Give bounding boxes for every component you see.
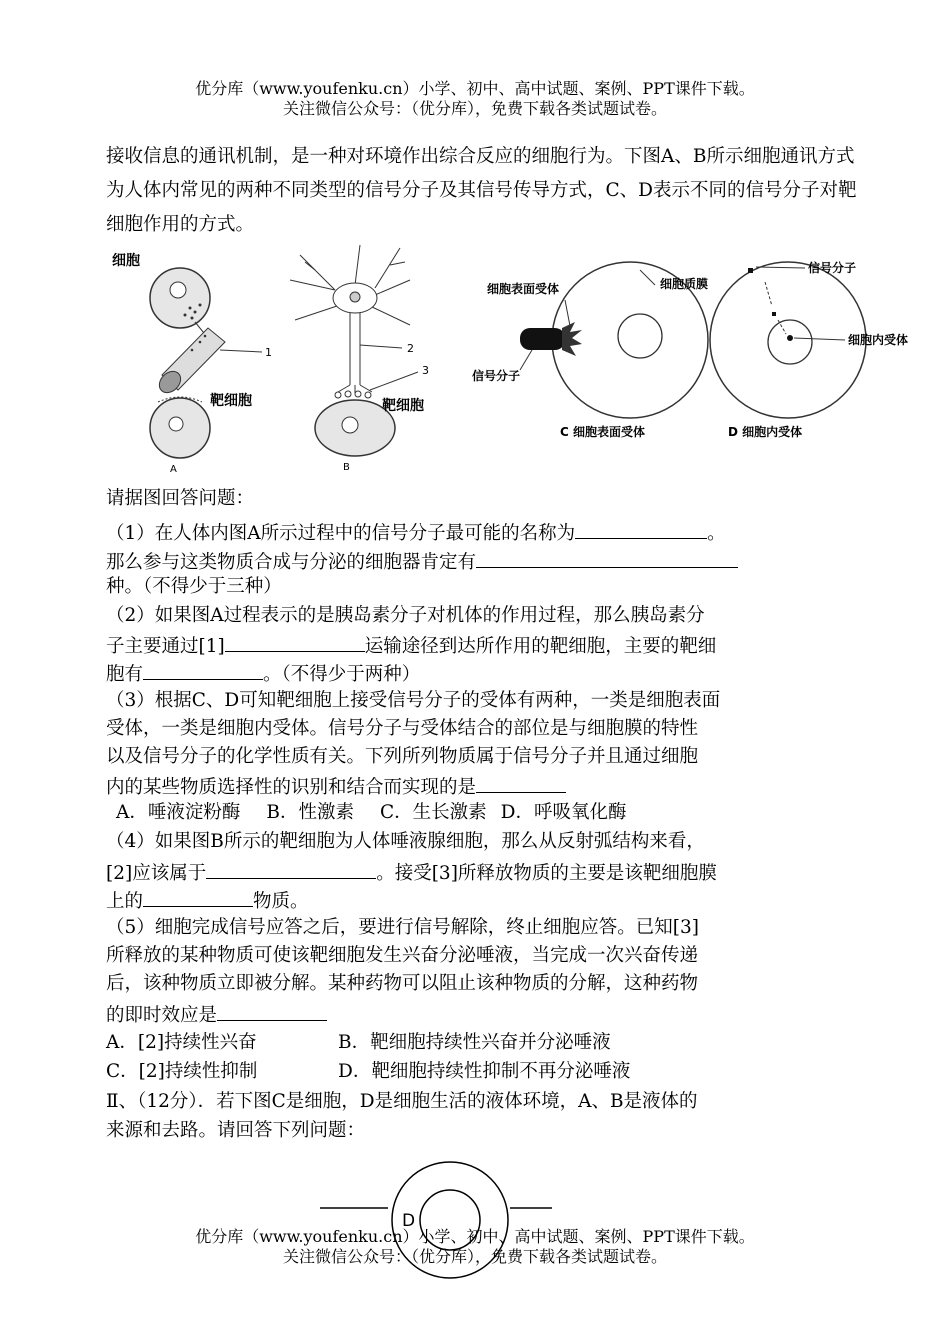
q4-line-a: （4）如果图B所示的靶细胞为人体唾液腺细胞，那么从反射弧结构来看， (106, 831, 705, 852)
q2-line-d (106, 659, 420, 688)
secreting-cell-nucleus (170, 282, 186, 298)
label-a: A (170, 464, 177, 475)
q3-line-a: （3）根据C、D可知靶细胞上接受信号分子的受体有两种，一类是细胞表面 (106, 690, 721, 711)
q5-line-b: 所释放的某种物质可使该靶细胞发生兴奋分泌唾液，当完成一次兴奋传递 (106, 945, 699, 966)
label-intracellular-receptor: 细胞内受体 (848, 333, 909, 347)
q3-option-b[interactable]: B．性激素 (266, 802, 354, 823)
target-cell-a-nucleus (169, 417, 183, 431)
signal-molecule-d-inside (772, 312, 776, 316)
q2-text-c: 运输途径到达所作用的靶细胞，主要的靶细 (364, 636, 717, 657)
synaptic-vesicles (335, 391, 371, 398)
q3-option-c[interactable]: C．生长激素 (379, 802, 487, 823)
part2-line-b: 来源和去路。请回答下列问题： (106, 1120, 366, 1141)
cell-c-nucleus (618, 314, 662, 358)
q5-options-row-1 (106, 1030, 611, 1056)
footer-line-2: 关注微信公众号：（优分库），免费下载各类试题试卷。 (282, 1247, 667, 1266)
caption-d: D 细胞内受体 (728, 425, 803, 439)
q2-answer-blank-2[interactable] (143, 659, 263, 680)
q2-text-b: 子主要通过[1] (106, 636, 225, 657)
q3-option-a[interactable]: A．唾液淀粉酶 (116, 802, 241, 823)
q5-line-d (106, 1000, 327, 1029)
q4-text-e: 物质。 (253, 891, 309, 912)
blood-vessel (155, 328, 225, 397)
prompt: 请据图回答问题： (106, 488, 255, 509)
q2-text-d: 胞有 (106, 664, 144, 685)
label-membrane: 细胞质膜 (660, 277, 709, 291)
q1-line-d: 种。（不得少于三种） (106, 576, 282, 597)
label-signal-d: 信号分子 (808, 261, 857, 275)
q5-answer-blank[interactable] (217, 1000, 327, 1021)
q3-answer-blank[interactable] (476, 772, 566, 793)
label-signal-c: 信号分子 (472, 369, 521, 383)
q1-text-b: 。 (707, 523, 726, 544)
leader-line-3 (370, 372, 418, 390)
q3-line-c: 以及信号分子的化学性质有关。下列所列物质属于信号分子并且通过细胞 (106, 746, 699, 767)
leader-line-2 (360, 345, 402, 348)
label-target-cell-a: 靶细胞 (210, 393, 252, 409)
q4-answer-blank-1[interactable] (206, 858, 376, 879)
target-cell-b-nucleus (342, 417, 358, 433)
number-1: 1 (265, 346, 272, 359)
q3-options (116, 800, 626, 826)
label-b: B (343, 462, 350, 473)
q3-line-b: 受体，一类是细胞内受体。信号分子与受体结合的部位是与细胞膜的特性 (106, 718, 699, 739)
label-d: D (402, 1211, 416, 1231)
intro-paragraph: 接收信息的通讯机制，是一种对环境作出综合反应的细胞行为。下图A、B所示细胞通讯方式为人体内常见的两种不同类型的信号分子及其信号传导方式，C、D表示不同的信号分子对靶细胞作用的方式。 (106, 146, 857, 235)
figure-cell-signaling (100, 240, 909, 480)
q3-line-d (106, 772, 566, 801)
q5-option-d[interactable]: D．靶细胞持续性抑制不再分泌唾液 (338, 1061, 631, 1082)
q3-text-d: 内的某些物质选择性的识别和结合而实现的是 (106, 777, 477, 798)
q1-answer-blank-2[interactable] (476, 547, 738, 568)
number-2: 2 (407, 342, 414, 355)
q2-line-a: （2）如果图A过程表示的是胰岛素分子对机体的作用过程，那么胰岛素分 (106, 605, 705, 626)
leader-signal-c (520, 350, 532, 370)
q5-option-c[interactable]: C．[2]持续性抑制 (106, 1061, 258, 1082)
q2-answer-blank-1[interactable] (225, 631, 365, 652)
q5-line-a: （5）细胞完成信号应答之后，要进行信号解除，终止细胞应答。已知[3] (106, 917, 699, 938)
q2-text-e: 。（不得少于两种） (263, 664, 421, 685)
signal-molecule-c (520, 328, 565, 350)
caption-c: C 细胞表面受体 (560, 425, 645, 439)
label-cell: 细胞 (112, 253, 140, 269)
q5-option-a[interactable]: A．[2]持续性兴奋 (106, 1032, 257, 1053)
number-3: 3 (422, 364, 429, 377)
q4-text-b: [2]应该属于 (106, 863, 207, 884)
q1-text-a: （1）在人体内图A所示过程中的信号分子最可能的名称为 (106, 523, 576, 544)
intracellular-receptor (787, 335, 793, 341)
header-line-2: 关注微信公众号：（优分库），免费下载各类试题试卷。 (282, 99, 667, 118)
q2-line-b (106, 631, 716, 660)
q1-answer-blank-1[interactable] (575, 518, 707, 539)
q5-line-c: 后，该种物质立即被分解。某种药物可以阻止该种物质的分解，这种药物 (106, 973, 699, 994)
q4-line-b (106, 858, 717, 887)
q3-option-d[interactable]: D．呼吸氧化酶 (500, 802, 627, 823)
q4-text-d: 上的 (106, 891, 144, 912)
cell-d-nucleus (768, 320, 812, 364)
leader-line-1 (220, 350, 262, 352)
neuron-axon (350, 313, 360, 385)
q1-text-c: 那么参与这类物质合成与分泌的细胞器肯定有 (106, 552, 477, 573)
label-target-cell-b: 靶细胞 (382, 398, 424, 414)
signal-molecule-d-outside (748, 268, 753, 273)
q1-line-a (106, 518, 726, 547)
q1-line-c (106, 547, 738, 576)
label-surface-receptor: 细胞表面受体 (487, 282, 560, 296)
q5-options-row-2 (106, 1059, 630, 1085)
part2-line-a: Ⅱ、（12分）．若下图C是细胞，D是细胞生活的液体环境，A、B是液体的 (106, 1091, 698, 1112)
q4-answer-blank-2[interactable] (143, 886, 253, 907)
q5-option-b[interactable]: B．靶细胞持续性兴奋并分泌唾液 (338, 1032, 611, 1053)
neuron-nucleus (350, 292, 360, 302)
q4-text-c: 。接受[3]所释放物质的主要是该靶细胞膜 (376, 863, 717, 884)
footer-line-1: 优分库（www.youfenku.cn）小学、初中、高中试题、案例、PPT课件下载。 (195, 1227, 755, 1246)
q5-text-d: 的即时效应是 (106, 1005, 218, 1026)
header-line-1: 优分库（www.youfenku.cn）小学、初中、高中试题、案例、PPT课件下载。 (195, 79, 755, 98)
q4-line-d (106, 886, 309, 915)
